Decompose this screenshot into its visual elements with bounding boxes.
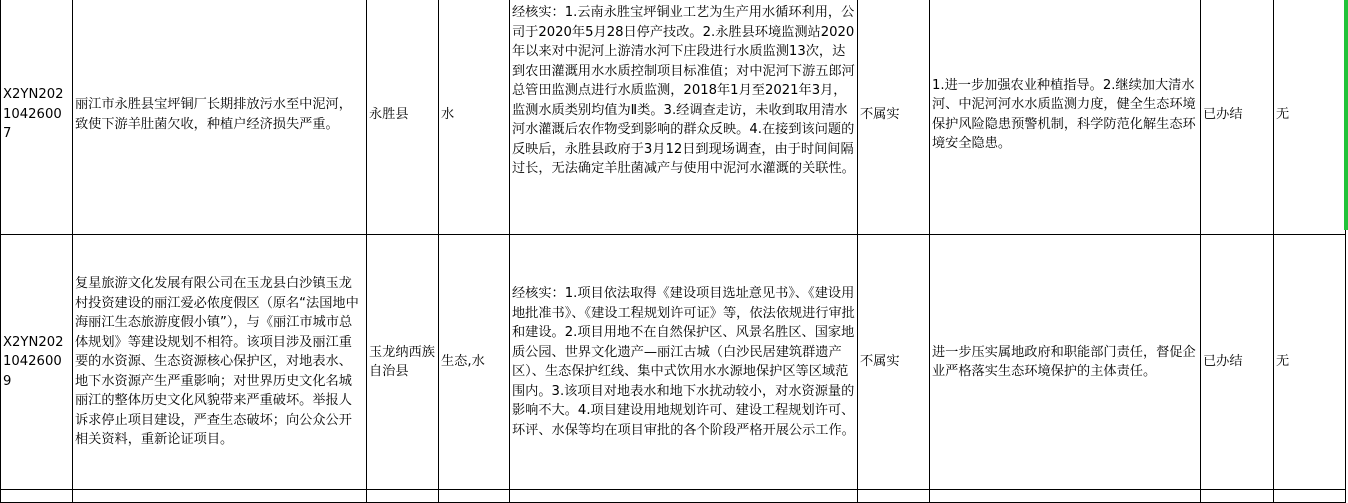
cell-empty[interactable] (858, 490, 930, 503)
cell-empty[interactable] (930, 490, 1201, 503)
cell-county[interactable]: 玉龙纳西族自治县 (367, 235, 439, 490)
cell-accountability[interactable]: 无 (1274, 0, 1346, 235)
cell-type[interactable]: 生态,水 (439, 235, 510, 490)
cell-conclusion[interactable]: 不属实 (858, 235, 930, 490)
cell-empty[interactable] (1, 490, 73, 503)
cell-verification[interactable] (510, 0, 858, 235)
table-row-partial (1, 490, 1346, 503)
cell-measures[interactable]: 进一步压实属地政府和职能部门责任，督促企业严格落实生态环境保护的主体责任。 (930, 235, 1201, 490)
cell-measures[interactable]: 1.进一步加强农业种植指导。2.继续加大清水河、中泥河河水水质监测力度，健全生态环境保护风险隐患预警机制，科学防范化解生态环境安全隐患。 (930, 0, 1201, 235)
cell-issue[interactable]: 丽江市永胜县宝坪铜厂长期排放污水至中泥河，致使下游羊肚菌欠收，种植户经济损失严重。 (73, 0, 367, 235)
cell-id[interactable]: X2YN20210426009 (1, 235, 73, 490)
cell-verification[interactable]: 经核实：1.项目依法取得《建设项目选址意见书》、《建设用地批准书》、《建设工程规划许可证》等，依法依规进行审批和建设。2.项目用地不在自然保护区、风景名胜区、国家地质公园、世界文化遗产—丽江古城（白沙民居建筑群遗产区）、生态保护红线、集中式饮用水水源地保护区等区域范围内。3.该项目对地表水和地下水扰动较小，对水资源量的影响不大。4.项目建设用地规划许可、建设工程规划许可、环评、水保等均在项目审批的各个阶段严格开展公示工作。 (510, 235, 858, 490)
cell-conclusion[interactable]: 不属实 (858, 0, 930, 235)
cell-type[interactable]: 水 (439, 0, 510, 235)
table-row (1, 235, 1346, 490)
cell-id[interactable]: X2YN20210426007 (1, 0, 73, 235)
cell-county[interactable]: 永胜县 (367, 0, 439, 235)
cell-empty[interactable] (510, 490, 858, 503)
table-row (1, 0, 1346, 235)
cell-status[interactable]: 已办结 (1201, 0, 1274, 235)
vertical-scrollbar[interactable] (1344, 0, 1348, 230)
cell-empty[interactable] (73, 490, 367, 503)
cell-empty[interactable] (367, 490, 439, 503)
cell-empty[interactable] (1274, 490, 1346, 503)
cell-status[interactable]: 已办结 (1201, 235, 1274, 490)
cell-issue[interactable]: 复星旅游文化发展有限公司在玉龙县白沙镇玉龙村投资建设的丽江爱必侬度假区（原名“法国地中海丽江生态旅游度假小镇”），与《丽江市城市总体规划》等建设规划不相符。该项目涉及丽江重要的水资源、生态资源核心保护区，对地表水、地下水资源产生严重影响；对世界历史文化名城丽江的整体历史文化风貌带来严重破坏。举报人诉求停止项目建设，严查生态破坏；向公众公开相关资料，重新论证项目。 (73, 235, 367, 490)
cell-empty[interactable] (439, 490, 510, 503)
cell-empty[interactable] (1201, 490, 1274, 503)
verification-text: 经核实：1.云南永胜宝坪铜业工艺为生产用水循环利用，公司于2020年5月28日停产技改。2.永胜县环境监测站2020年以来对中泥河上游清水河下庄段进行水质监测13次，达到农田灌溉用水水质控制项目标准值；对中泥河下游五郎河总管田监测点进行水质监测，2018年1月至2021年3月，监测水质类别均值为Ⅱ类。3.经调查走访，未收到取用清水河水灌溉后农作物受到影响的群众反映。4.在接到该问题的反映后，永胜县政府于3月12日到现场调查，由于时间间隔过长，无法确定羊肚菌减产与使用中泥河水灌溉的关联性。 (512, 5, 855, 176)
cell-accountability[interactable]: 无 (1274, 235, 1346, 490)
